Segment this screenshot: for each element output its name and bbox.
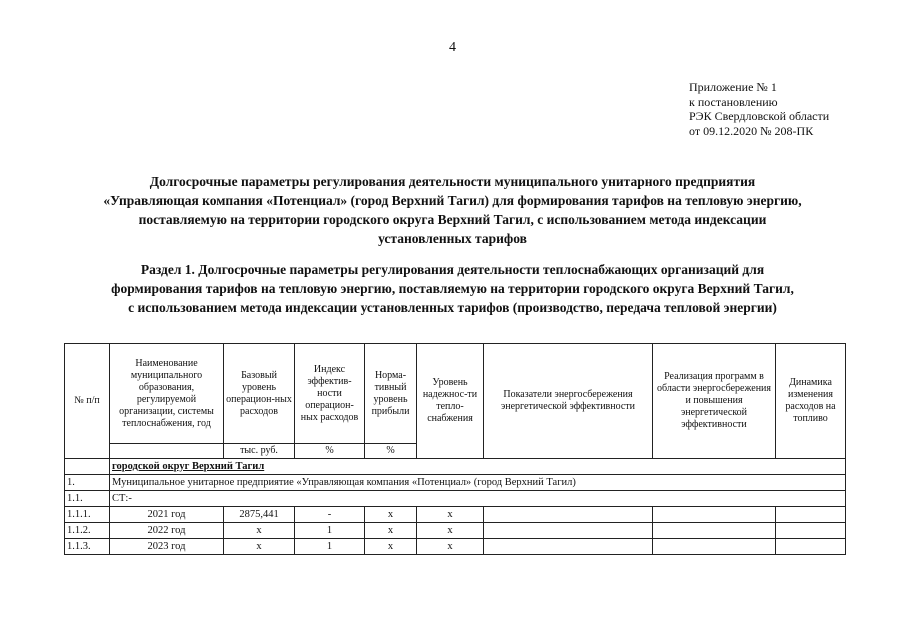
cell-reliability: x <box>417 539 484 555</box>
title-line: поставляемую на территории городского округа Верхний Тагил, с использованием метода индексации <box>138 212 767 227</box>
unit-base: тыс. руб. <box>224 444 295 459</box>
cell-year: 2022 год <box>110 523 224 539</box>
cell-num: 1.1.1. <box>65 507 110 523</box>
header-base-expenses: Базовый уровень операцион-ных расходов <box>224 344 295 444</box>
section-line: формирования тарифов на тепловую энергию, поставляемую на территории городского округа Верхний Тагил, <box>111 281 794 296</box>
cell-norm: x <box>365 539 417 555</box>
section-title <box>40 260 865 317</box>
cell-reliability: x <box>417 523 484 539</box>
appendix-line: от 09.12.2020 № 208-ПК <box>689 123 814 138</box>
section-line: с использованием метода индексации установленных тарифов (производство, передача тепловой энергии) <box>128 300 777 315</box>
table-row <box>65 539 846 555</box>
cell-reliability: x <box>417 507 484 523</box>
unit-index: % <box>295 444 365 459</box>
cell-norm: x <box>365 523 417 539</box>
table-row-organization <box>65 475 846 491</box>
cell-num: 1. <box>65 475 110 491</box>
table-row <box>65 507 846 523</box>
appendix-line: к постановлению <box>689 94 778 109</box>
cell-num <box>65 459 110 475</box>
header-num: № п/п <box>65 344 110 459</box>
header-normative-profit: Норма-тивный уровень прибыли <box>365 344 417 444</box>
cell-programs <box>653 523 776 539</box>
page-number: 4 <box>449 40 456 55</box>
title-line: Долгосрочные параметры регулирования деятельности муниципального унитарного предприятия <box>149 174 756 189</box>
cell-energy <box>484 507 653 523</box>
appendix-line: Приложение № 1 <box>689 80 777 94</box>
cell-energy <box>484 539 653 555</box>
cell-norm: x <box>365 507 417 523</box>
title-line: установленных тарифов <box>378 231 527 246</box>
system-name: СТ:- <box>110 491 846 507</box>
appendix-line: РЭК Свердловской области <box>689 109 830 123</box>
document-title <box>40 172 865 248</box>
cell-base: x <box>224 523 295 539</box>
cell-year: 2023 год <box>110 539 224 555</box>
appendix-block <box>689 80 829 138</box>
section-line: Раздел 1. Долгосрочные параметры регулирования деятельности теплоснабжающих организаций для <box>140 262 765 277</box>
region-name: городской округ Верхний Тагил <box>110 459 846 475</box>
header-reliability: Уровень надежнос-ти тепло-снабжения <box>417 344 484 459</box>
cell-year: 2021 год <box>110 507 224 523</box>
header-name: Наименование муниципального образования, регулируемой организации, системы теплоснабжения, год <box>110 344 224 444</box>
cell-num: 1.1.2. <box>65 523 110 539</box>
cell-index: 1 <box>295 523 365 539</box>
cell-energy <box>484 523 653 539</box>
unit-name-empty <box>110 444 224 459</box>
header-energy-indicators: Показатели энергосбережения энергетической эффективности <box>484 344 653 459</box>
organization-name: Муниципальное унитарное предприятие «Управляющая компания «Потенциал» (город Верхний Тагил) <box>110 475 846 491</box>
cell-base: 2875,441 <box>224 507 295 523</box>
cell-dynamics <box>776 539 846 555</box>
cell-base: x <box>224 539 295 555</box>
unit-norm: % <box>365 444 417 459</box>
parameters-table <box>64 343 846 555</box>
cell-index: - <box>295 507 365 523</box>
table-row <box>65 523 846 539</box>
cell-dynamics <box>776 507 846 523</box>
cell-num: 1.1.3. <box>65 539 110 555</box>
header-efficiency-index: Индекс эффектив-ности операцион-ных расходов <box>295 344 365 444</box>
cell-dynamics <box>776 523 846 539</box>
header-programs: Реализация программ в области энергосбережения и повышения энергетической эффективности <box>653 344 776 459</box>
cell-programs <box>653 539 776 555</box>
title-line: «Управляющая компания «Потенциал» (город Верхний Тагил) для формирования тарифов на тепловую энергию, <box>103 193 802 208</box>
header-fuel-dynamics: Динамика изменения расходов на топливо <box>776 344 846 459</box>
cell-programs <box>653 507 776 523</box>
table-row-system <box>65 491 846 507</box>
cell-num: 1.1. <box>65 491 110 507</box>
cell-index: 1 <box>295 539 365 555</box>
table-row-region <box>65 459 846 475</box>
